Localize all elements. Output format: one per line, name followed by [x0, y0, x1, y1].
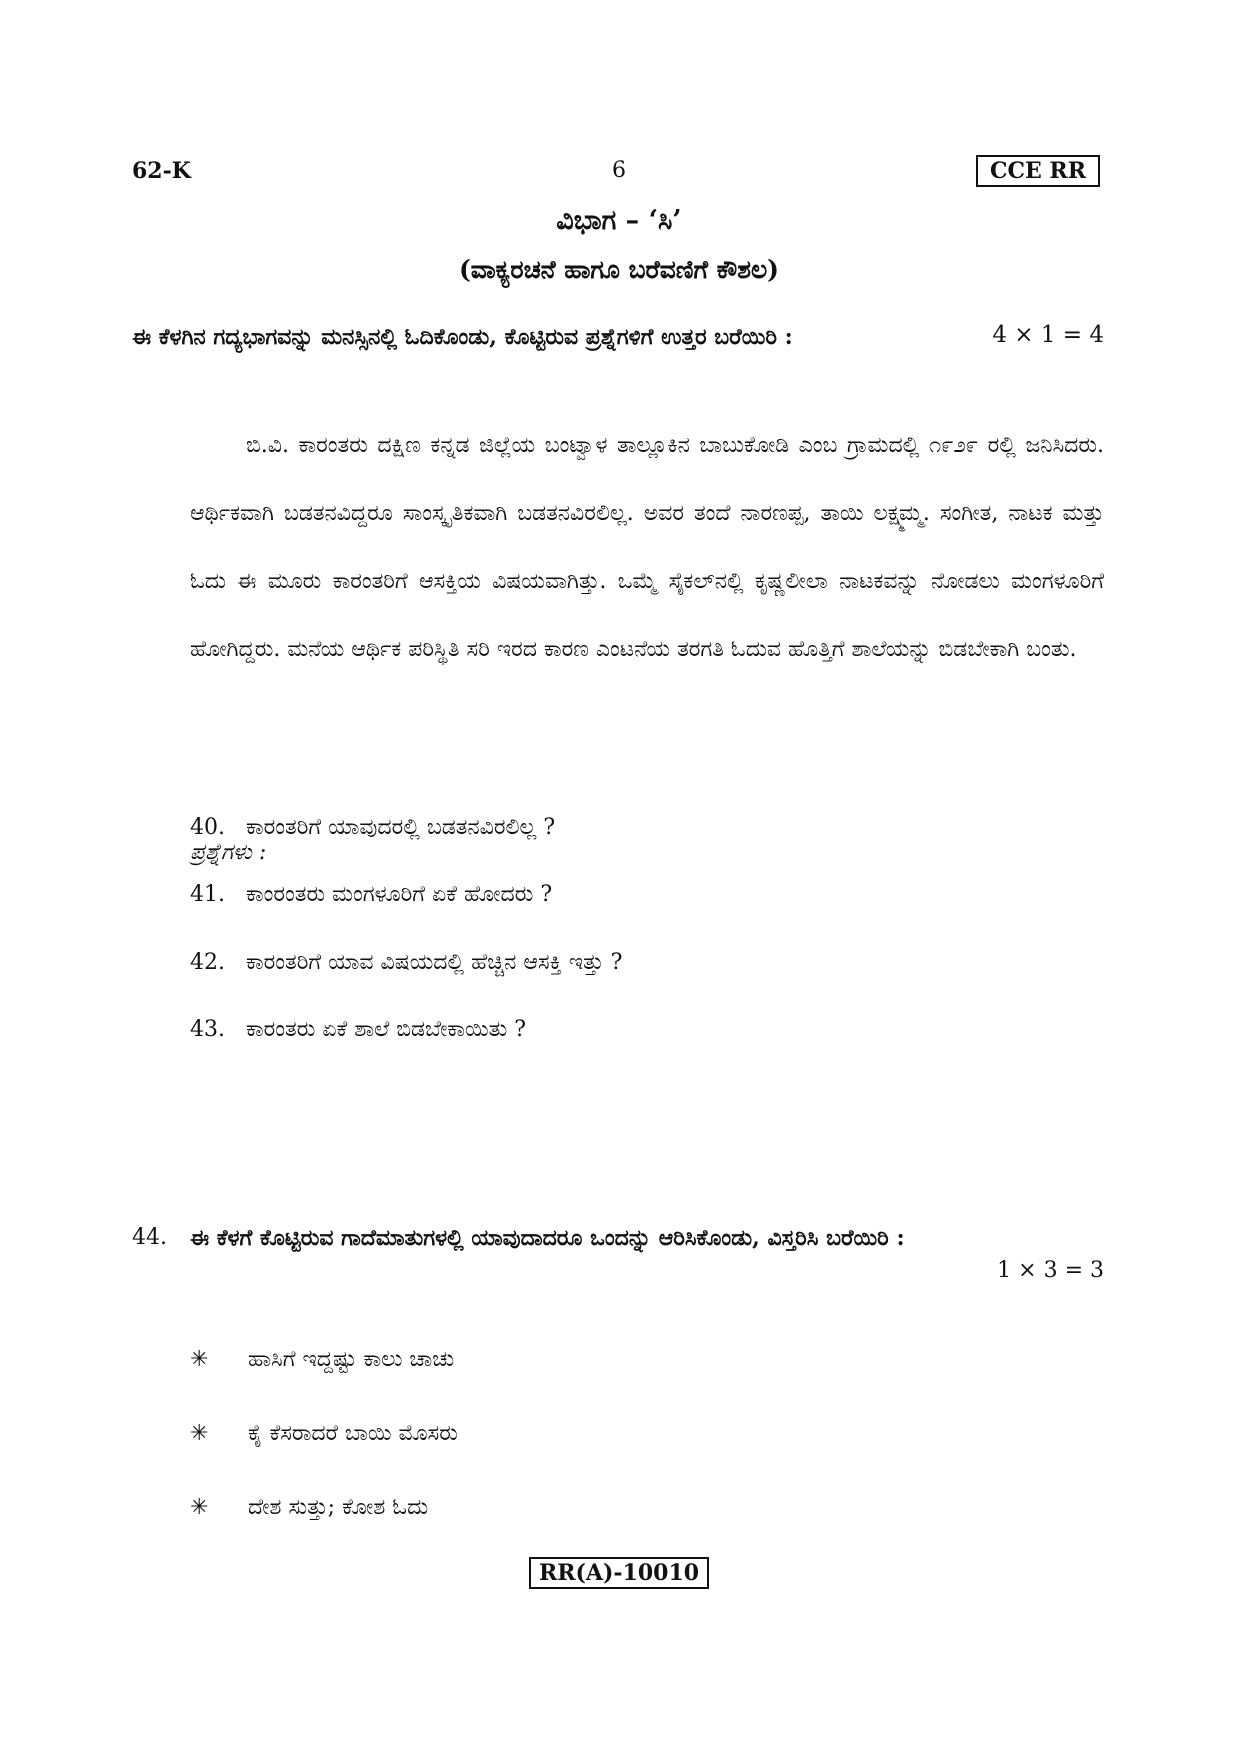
question-44-marks: 1 × 3 = 3 [997, 1258, 1104, 1283]
question-number: 42. [190, 950, 225, 975]
section-title: ವಿಭಾಗ – ‘ಸಿ’ [556, 205, 682, 236]
question-42 [190, 950, 622, 975]
question-43 [190, 1017, 526, 1042]
proverb-text: ಹಾಸಿಗೆ ಇದ್ದಷ್ಟು ಕಾಲು ಚಾಚು [248, 1347, 455, 1372]
question-text: ಕಾರಂತರಿಗೆ ಯಾವುದರಲ್ಲಿ ಬಡತನವಿರಲಿಲ್ಲ ? [246, 815, 556, 840]
proverb-item [190, 1495, 428, 1520]
question-text: ಕಾರಂತರಿಗೆ ಯಾವ ವಿಷಯದಲ್ಲಿ ಹೆಚ್ಚಿನ ಆಸಕ್ತಿ ಇತ್ತು ? [246, 950, 623, 975]
footer [0, 1557, 1238, 1589]
question-number: 40. [190, 815, 225, 840]
paper-code: 62-K [132, 158, 191, 184]
exam-code-box: CCE RR [976, 155, 1100, 187]
passage-paragraph: ಬಿ.ವಿ. ಕಾರಂತರು ದಕ್ಷಿಣ ಕನ್ನಡ ಜಿಲ್ಲೆಯ ಬಂಟ್ವಾಳ ತಾಲ್ಲೂಕಿನ ಬಾಬುಕೋಡಿ ಎಂಬ ಗ್ರಾಮದಲ್ಲಿ ೧೯೨೯ ರಲ್ಲಿ ಜನಿಸಿದರು. ಆರ್ಥಿಕವಾಗಿ ಬಡತನವಿದ್ದರೂ ಸಾಂಸ್ಕೃತಿಕವಾಗಿ ಬಡತನವಿರಲಿಲ್ಲ. ಅವರ ತಂದೆ ನಾರಣಪ್ಪ, ತಾಯಿ ಲಕ್ಷ್ಮಮ್ಮ. ಸಂಗೀತ, ನಾಟಕ ಮತ್ತು ಓದು ಈ ಮೂರು ಕಾರಂತರಿಗೆ ಆಸಕ್ತಿಯ ವಿಷಯವಾಗಿತ್ತು. ಒಮ್ಮೆ ಸೈಕಲ್‌ನಲ್ಲಿ ಕೃಷ್ಣಲೀಲಾ ನಾಟಕವನ್ನು ನೋಡಲು ಮಂಗಳೂರಿಗೆ ಹೋಗಿದ್ದರು. ಮನೆಯ ಆರ್ಥಿಕ ಪರಿಸ್ಥಿತಿ ಸರಿ ಇರದ ಕಾರಣ ಎಂಟನೆಯ ತರಗತಿ ಓದುವ ಹೊತ್ತಿಗೆ ಶಾಲೆಯನ್ನು ಬಿಡಬೇಕಾಗಿ ಬಂತು. [190, 433, 1104, 662]
proverb-text: ಕೈ ಕೆಸರಾದರೆ ಬಾಯಿ ಮೊಸರು [248, 1421, 458, 1446]
question-44 [132, 1218, 1104, 1258]
question-44-text: ಈ ಕೆಳಗೆ ಕೊಟ್ಟಿರುವ ಗಾದೆಮಾತುಗಳಲ್ಲಿ ಯಾವುದಾದರೂ ಒಂದನ್ನು ಆರಿಸಿಕೊಂಡು, ವಿಸ್ತರಿಸಿ ಬರೆಯಿರಿ : [190, 1225, 905, 1251]
proverb-item [190, 1347, 454, 1372]
asterisk-icon: ✳ [190, 1421, 209, 1446]
question-number: 43. [190, 1017, 225, 1042]
instruction-text: ಈ ಕೆಳಗಿನ ಗದ್ಯಭಾಗವನ್ನು ಮನಸ್ಸಿನಲ್ಲಿ ಓದಿಕೊಂಡು, ಕೊಟ್ಟಿರುವ ಪ್ರಶ್ನೆಗಳಿಗೆ ಉತ್ತರ ಬರೆಯಿರಿ : [132, 324, 793, 350]
page-number: 6 [612, 158, 626, 183]
question-41 [190, 882, 552, 907]
question-text: ಕಾರಂತರು ಏಕೆ ಶಾಲೆ ಬಿಡಬೇಕಾಯಿತು ? [246, 1017, 527, 1042]
question-number: 41. [190, 882, 225, 907]
proverb-item [190, 1421, 458, 1446]
questions-heading: ಪ್ರಶ್ನೆಗಳು : [190, 840, 267, 865]
section-subtitle: (ವಾಕ್ಯರಚನೆ ಹಾಗೂ ಬರೆವಣಿಗೆ ಕೌಶಲ) [458, 255, 780, 284]
asterisk-icon: ✳ [190, 1347, 209, 1372]
asterisk-icon: ✳ [190, 1495, 209, 1520]
footer-code-box: RR(A)-10010 [529, 1557, 709, 1589]
question-40 [190, 815, 555, 840]
instruction-marks: 4 × 1 = 4 [992, 322, 1104, 348]
question-text: ಕಾಂರಂತರು ಮಂಗಳೂರಿಗೆ ಏಕೆ ಹೋದರು ? [246, 882, 553, 907]
question-number: 44. [132, 1225, 167, 1250]
proverb-text: ದೇಶ ಸುತ್ತು; ಕೋಶ ಓದು [248, 1495, 429, 1520]
